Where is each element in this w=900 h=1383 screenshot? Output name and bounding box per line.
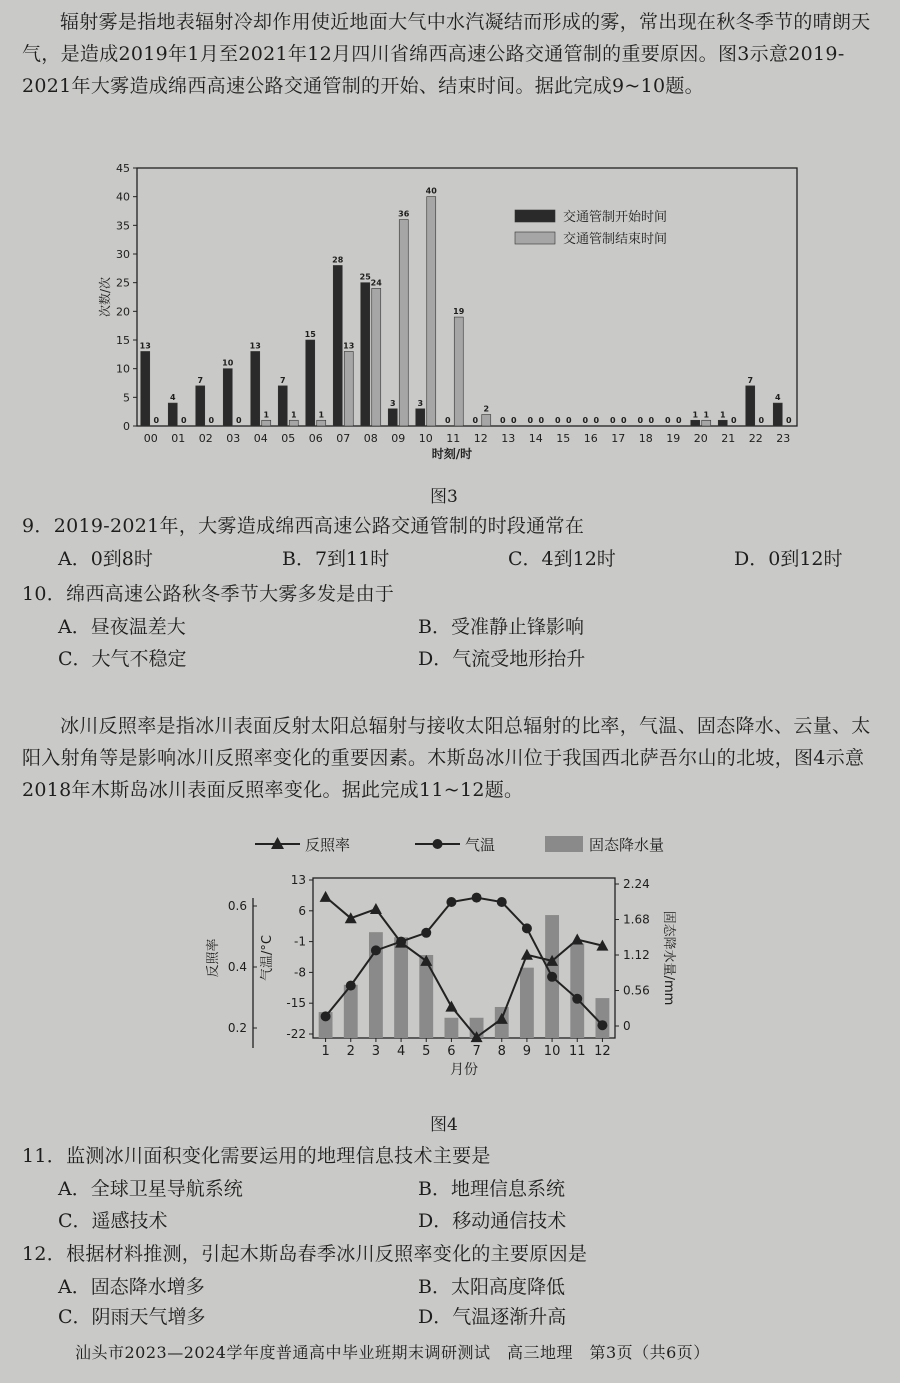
fig3-legend-label: 交通管制结束时间 bbox=[563, 232, 668, 247]
fig3-x-tick-label: 15 bbox=[556, 432, 571, 445]
fig3-x-tick-label: 07 bbox=[336, 432, 351, 445]
fig4-legend-label: 固态降水量 bbox=[589, 836, 665, 854]
fig4-albedo-tick-label: 0.4 bbox=[227, 960, 247, 974]
fig3-x-tick-label: 06 bbox=[308, 432, 323, 445]
q12-option-c[interactable]: C．阴雨天气增多 bbox=[58, 1306, 206, 1328]
fig3-legend-swatch bbox=[515, 232, 555, 244]
fig3-bar bbox=[427, 197, 436, 426]
fig3-bar-label: 0 bbox=[620, 416, 627, 425]
fig4-precip-bar bbox=[419, 955, 433, 1038]
fig4-temperature-point bbox=[321, 1011, 331, 1021]
q9-option-c[interactable]: C．4到12时 bbox=[508, 548, 616, 570]
fig4-precip-bar bbox=[394, 937, 408, 1038]
fig4-precip-bar bbox=[444, 1018, 458, 1038]
fig3-bar bbox=[344, 351, 353, 426]
fig3-bar-label: 0 bbox=[208, 416, 215, 425]
fig4-x-tick-label: 10 bbox=[543, 1044, 561, 1059]
fig3-y-tick-label: 15 bbox=[116, 334, 130, 347]
passage-fog: 辐射雾是指地表辐射冷却作用使近地面大气中水汽凝结而形成的雾，常出现在秋冬季节的晴朗天气，是造成2019年1月至2021年12月四川省绵西高速公路交通管制的重要原因。图3示意2019-2021年大雾造成绵西高速公路交通管制的开始、结束时间。据此完成9~10题。 bbox=[22, 11, 871, 97]
fig3-bar-label: 1 bbox=[290, 410, 297, 420]
q12-option-d[interactable]: D．气温逐渐升高 bbox=[418, 1306, 567, 1328]
fig4-albedo-line bbox=[326, 897, 603, 1037]
fig3-x-tick-label: 02 bbox=[198, 432, 213, 445]
fig3-bar-label: 1 bbox=[318, 410, 325, 420]
fig4-precip-tick-label: 0 bbox=[623, 1019, 631, 1033]
fig3-bar-label: 0 bbox=[730, 416, 737, 425]
fig3-bar-label: 40 bbox=[425, 186, 437, 196]
fig3-x-tick-label: 03 bbox=[226, 432, 241, 445]
fig3-y-tick-label: 20 bbox=[116, 305, 130, 319]
fig3-x-tick-label: 12 bbox=[473, 432, 488, 445]
fig4-temp-tick-label: -8 bbox=[294, 965, 306, 980]
fig3-bar bbox=[361, 283, 370, 426]
fig3-bar bbox=[746, 386, 755, 426]
fig3-bar bbox=[223, 369, 232, 426]
question-9: 9．2019-2021年，大雾造成绵西高速公路交通管制的时段通常在 bbox=[22, 515, 585, 537]
question-12: 12．根据材料推测，引起木斯岛春季冰川反照率变化的主要原因是 bbox=[22, 1243, 588, 1265]
fig4-temp-axis-label: 气温/°C bbox=[260, 935, 275, 981]
fig4-precip-tick-label: 2.24 bbox=[623, 877, 650, 891]
fig3-y-tick-label: 25 bbox=[116, 276, 130, 290]
fig3-bar-label: 0 bbox=[758, 416, 765, 425]
fig3-y-tick-label: 40 bbox=[116, 190, 130, 204]
fig4-albedo-point bbox=[370, 903, 382, 914]
fig3-bar bbox=[702, 420, 711, 426]
fig4-precip-tick-label: 1.12 bbox=[623, 948, 650, 962]
fig3-bar-label: 13 bbox=[139, 341, 151, 351]
fig3-x-tick-label: 22 bbox=[748, 432, 763, 445]
fig4-x-tick-label: 1 bbox=[321, 1044, 330, 1059]
fig3-bar-label: 0 bbox=[637, 416, 644, 425]
fig4-temperature-point bbox=[472, 893, 482, 903]
fig3-bar bbox=[416, 409, 425, 426]
fig4-albedo-point bbox=[445, 1001, 457, 1012]
fig4-albedo-tick-label: 0.2 bbox=[227, 1021, 247, 1035]
fig4-legend-swatch-precip bbox=[545, 836, 583, 852]
fig4-temperature-point bbox=[547, 972, 557, 982]
fig3-bar-label: 0 bbox=[565, 416, 572, 425]
fig4-plot-frame bbox=[313, 878, 615, 1038]
fig3-y-tick-label: 45 bbox=[116, 162, 130, 175]
fig4-temperature-point bbox=[497, 897, 507, 907]
q10-option-a[interactable]: A．昼夜温差大 bbox=[58, 616, 186, 638]
fig3-bar bbox=[399, 220, 408, 426]
page-footer: 汕头市2023—2024学年度普通高中毕业班期末调研测试 高三地理 第3页（共6页） bbox=[75, 1343, 710, 1362]
fig4-precip-axis-label: 固态降水量/mm bbox=[661, 910, 676, 1006]
fig4-legend-marker-circle bbox=[433, 839, 443, 849]
fig3-bar bbox=[317, 420, 326, 426]
fig3-bar-label: 3 bbox=[417, 398, 424, 408]
fig4-x-tick-label: 2 bbox=[346, 1044, 355, 1059]
fig3-bar-label: 0 bbox=[785, 416, 792, 425]
fig3-x-tick-label: 21 bbox=[721, 432, 736, 445]
q12-option-a[interactable]: A．固态降水增多 bbox=[58, 1276, 205, 1298]
fig4-x-axis-label: 月份 bbox=[450, 1062, 478, 1078]
fig3-bar-label: 0 bbox=[538, 416, 545, 425]
fig3-y-tick-label: 10 bbox=[116, 362, 130, 376]
fig4-precip-bar bbox=[520, 968, 534, 1038]
fig3-bar-label: 13 bbox=[249, 341, 261, 351]
fig3-bar-label: 0 bbox=[593, 416, 600, 425]
fig3-bar-label: 0 bbox=[472, 416, 479, 425]
fig3-bar-label: 7 bbox=[747, 375, 754, 385]
fig3-bar bbox=[333, 265, 342, 426]
q9-option-a[interactable]: A．0到8时 bbox=[58, 548, 153, 570]
fig3-y-axis-label: 次数/次 bbox=[98, 276, 112, 318]
fig3-bar-label: 0 bbox=[444, 416, 451, 425]
fig3-x-tick-label: 13 bbox=[501, 432, 516, 445]
fig4-temperature-point bbox=[572, 994, 582, 1004]
fig3-bar bbox=[289, 420, 298, 426]
fig4-x-tick-label: 7 bbox=[472, 1044, 481, 1059]
fig4-temperature-point bbox=[371, 945, 381, 955]
fig3-y-tick-label: 0 bbox=[123, 420, 130, 433]
fig4-x-tick-label: 4 bbox=[396, 1044, 406, 1059]
fig3-plot-frame bbox=[137, 168, 797, 426]
fig3-x-tick-label: 23 bbox=[776, 432, 791, 445]
fig3-bar bbox=[278, 386, 287, 426]
fig3-bar bbox=[251, 351, 260, 426]
fig3-bar-label: 0 bbox=[235, 416, 242, 425]
fig4-x-tick-label: 9 bbox=[522, 1044, 532, 1059]
fig3-bar-label: 3 bbox=[389, 398, 396, 408]
fig3-bar-label: 4 bbox=[774, 393, 781, 403]
fig4-albedo-point bbox=[521, 949, 533, 960]
fig3-x-tick-label: 08 bbox=[363, 432, 378, 445]
fig4-x-tick-label: 8 bbox=[497, 1044, 506, 1059]
fig3-legend-swatch bbox=[515, 210, 555, 222]
fig4-precip-bar bbox=[570, 944, 584, 1038]
fig3-x-tick-label: 18 bbox=[638, 432, 653, 445]
fig3-bar-label: 0 bbox=[510, 416, 517, 425]
fig3-bar-label: 0 bbox=[664, 416, 671, 425]
figure-3-caption: 图3 bbox=[430, 487, 458, 507]
fig4-temp-tick-label: -22 bbox=[286, 1027, 306, 1041]
fig3-bar-label: 0 bbox=[180, 416, 187, 425]
fig3-bar-label: 7 bbox=[279, 375, 286, 385]
fig3-x-tick-label: 16 bbox=[583, 432, 598, 445]
fig3-bar-label: 1 bbox=[263, 410, 270, 420]
fig3-bar-label: 1 bbox=[692, 410, 699, 420]
fig3-bar bbox=[388, 409, 397, 426]
fig4-temp-tick-label: -1 bbox=[294, 934, 306, 949]
fig4-temperature-point bbox=[421, 928, 431, 938]
fig3-y-tick-label: 5 bbox=[123, 391, 130, 405]
fig3-bar-label: 28 bbox=[332, 255, 344, 265]
fig3-legend-label: 交通管制开始时间 bbox=[563, 210, 668, 225]
fig3-bar-label: 2 bbox=[483, 404, 490, 414]
fig3-bar-label: 15 bbox=[304, 330, 316, 339]
fig3-x-tick-label: 11 bbox=[446, 432, 461, 445]
fig4-x-tick-label: 6 bbox=[447, 1044, 456, 1059]
figure-3-chart bbox=[95, 160, 815, 465]
fig3-bar-label: 0 bbox=[648, 416, 655, 425]
fig4-albedo-axis-label: 反照率 bbox=[206, 938, 221, 978]
figure-4-chart bbox=[195, 826, 705, 1096]
q11-option-a[interactable]: A．全球卫星导航系统 bbox=[58, 1178, 243, 1200]
fig4-temp-tick-label: 6 bbox=[298, 903, 306, 918]
fig3-bar-label: 1 bbox=[719, 410, 726, 420]
fig3-x-tick-label: 19 bbox=[666, 432, 681, 445]
q11-option-b[interactable]: B．地理信息系统 bbox=[418, 1178, 565, 1200]
fig3-bar-label: 1 bbox=[703, 410, 710, 420]
fig4-temperature-line bbox=[326, 898, 603, 1026]
figure-4-caption: 图4 bbox=[430, 1115, 458, 1135]
fig3-bar bbox=[773, 403, 782, 426]
fig3-x-tick-label: 00 bbox=[143, 432, 158, 445]
fig3-bar bbox=[372, 288, 381, 426]
fig3-x-axis-label: 时刻/时 bbox=[431, 447, 473, 461]
fig3-x-tick-label: 09 bbox=[391, 432, 406, 445]
fig3-x-tick-label: 01 bbox=[171, 432, 186, 445]
fig3-bar bbox=[718, 420, 727, 426]
passage-glacier: 冰川反照率是指冰川表面反射太阳总辐射与接收太阳总辐射的比率，气温、固态降水、云量、太阳入射角等是影响冰川反照率变化的重要因素。木斯岛冰川位于我国西北萨吾尔山的北坡，图4示意2018年木斯岛冰川表面反照率变化。据此完成11~12题。 bbox=[22, 715, 871, 801]
fig3-bar-label: 7 bbox=[197, 375, 204, 385]
fig3-bar bbox=[141, 351, 150, 426]
fig3-x-tick-label: 20 bbox=[693, 432, 708, 445]
q9-option-d[interactable]: D．0到12时 bbox=[734, 548, 843, 570]
fig3-bar-label: 0 bbox=[153, 416, 160, 425]
fig4-precip-tick-label: 0.56 bbox=[623, 983, 650, 998]
fig4-x-tick-label: 3 bbox=[371, 1044, 381, 1059]
fig3-bar-label: 0 bbox=[554, 416, 561, 425]
fig3-x-tick-label: 05 bbox=[281, 432, 296, 445]
fig4-albedo-tick-label: 0.6 bbox=[227, 899, 247, 913]
fig3-bar-label: 0 bbox=[675, 416, 682, 425]
fig4-precip-tick-label: 1.68 bbox=[623, 912, 650, 927]
fig3-bar bbox=[454, 317, 463, 426]
fig3-bar-label: 0 bbox=[609, 416, 616, 425]
fig4-legend-label: 反照率 bbox=[305, 836, 351, 854]
q9-option-b[interactable]: B．7到11时 bbox=[282, 548, 390, 570]
q12-option-b[interactable]: B．太阳高度降低 bbox=[418, 1276, 565, 1298]
fig3-bar bbox=[482, 415, 491, 426]
fig3-x-tick-label: 17 bbox=[611, 432, 626, 445]
fig4-x-tick-label: 5 bbox=[422, 1044, 431, 1059]
fig3-bar-label: 25 bbox=[359, 272, 371, 282]
fig3-bar-label: 10 bbox=[222, 358, 234, 368]
fig4-precip-bar bbox=[595, 998, 609, 1038]
fig3-bar bbox=[168, 403, 177, 426]
fig4-temperature-point bbox=[446, 897, 456, 907]
fig3-bar bbox=[306, 340, 315, 426]
fig3-bar-label: 19 bbox=[453, 307, 465, 317]
q10-option-d[interactable]: D．气流受地形抬升 bbox=[418, 648, 586, 670]
fig3-bar bbox=[691, 420, 700, 426]
fig4-albedo-point bbox=[571, 934, 583, 945]
q11-option-c[interactable]: C．遥感技术 bbox=[58, 1210, 168, 1232]
fig4-x-tick-label: 12 bbox=[594, 1044, 611, 1059]
fig3-y-tick-label: 35 bbox=[116, 219, 130, 233]
fig3-bar-label: 0 bbox=[499, 416, 506, 425]
fig3-bar-label: 24 bbox=[370, 278, 382, 288]
q11-option-d[interactable]: D．移动通信技术 bbox=[418, 1210, 567, 1232]
q10-option-b[interactable]: B．受准静止锋影响 bbox=[418, 616, 584, 638]
fig3-x-tick-label: 10 bbox=[418, 432, 433, 445]
fig3-x-tick-label: 04 bbox=[253, 432, 268, 445]
fig4-temperature-point bbox=[522, 923, 532, 933]
fig4-x-tick-label: 11 bbox=[568, 1044, 586, 1059]
fig3-bar bbox=[262, 420, 271, 426]
fig3-bar bbox=[196, 386, 205, 426]
q10-option-c[interactable]: C．大气不稳定 bbox=[58, 648, 187, 670]
fig3-bar-label: 4 bbox=[169, 393, 176, 403]
fig4-temperature-point bbox=[346, 981, 356, 991]
fig3-x-tick-label: 14 bbox=[528, 432, 543, 445]
fig3-bar-label: 0 bbox=[582, 416, 589, 425]
fig3-bar-label: 13 bbox=[343, 341, 355, 351]
question-11: 11．监测冰川面积变化需要运用的地理信息技术主要是 bbox=[22, 1145, 491, 1167]
fig3-bar-label: 0 bbox=[527, 416, 534, 425]
fig3-bar-label: 36 bbox=[398, 209, 410, 219]
question-10: 10．绵西高速公路秋冬季节大雾多发是由于 bbox=[22, 583, 395, 605]
fig4-temp-tick-label: -15 bbox=[286, 996, 306, 1011]
fig4-legend-label: 气温 bbox=[465, 836, 496, 854]
fig4-temperature-point bbox=[597, 1020, 607, 1030]
fig3-y-tick-label: 30 bbox=[116, 248, 130, 261]
fig4-albedo-point bbox=[320, 891, 332, 902]
fig4-temp-tick-label: 13 bbox=[290, 873, 306, 887]
